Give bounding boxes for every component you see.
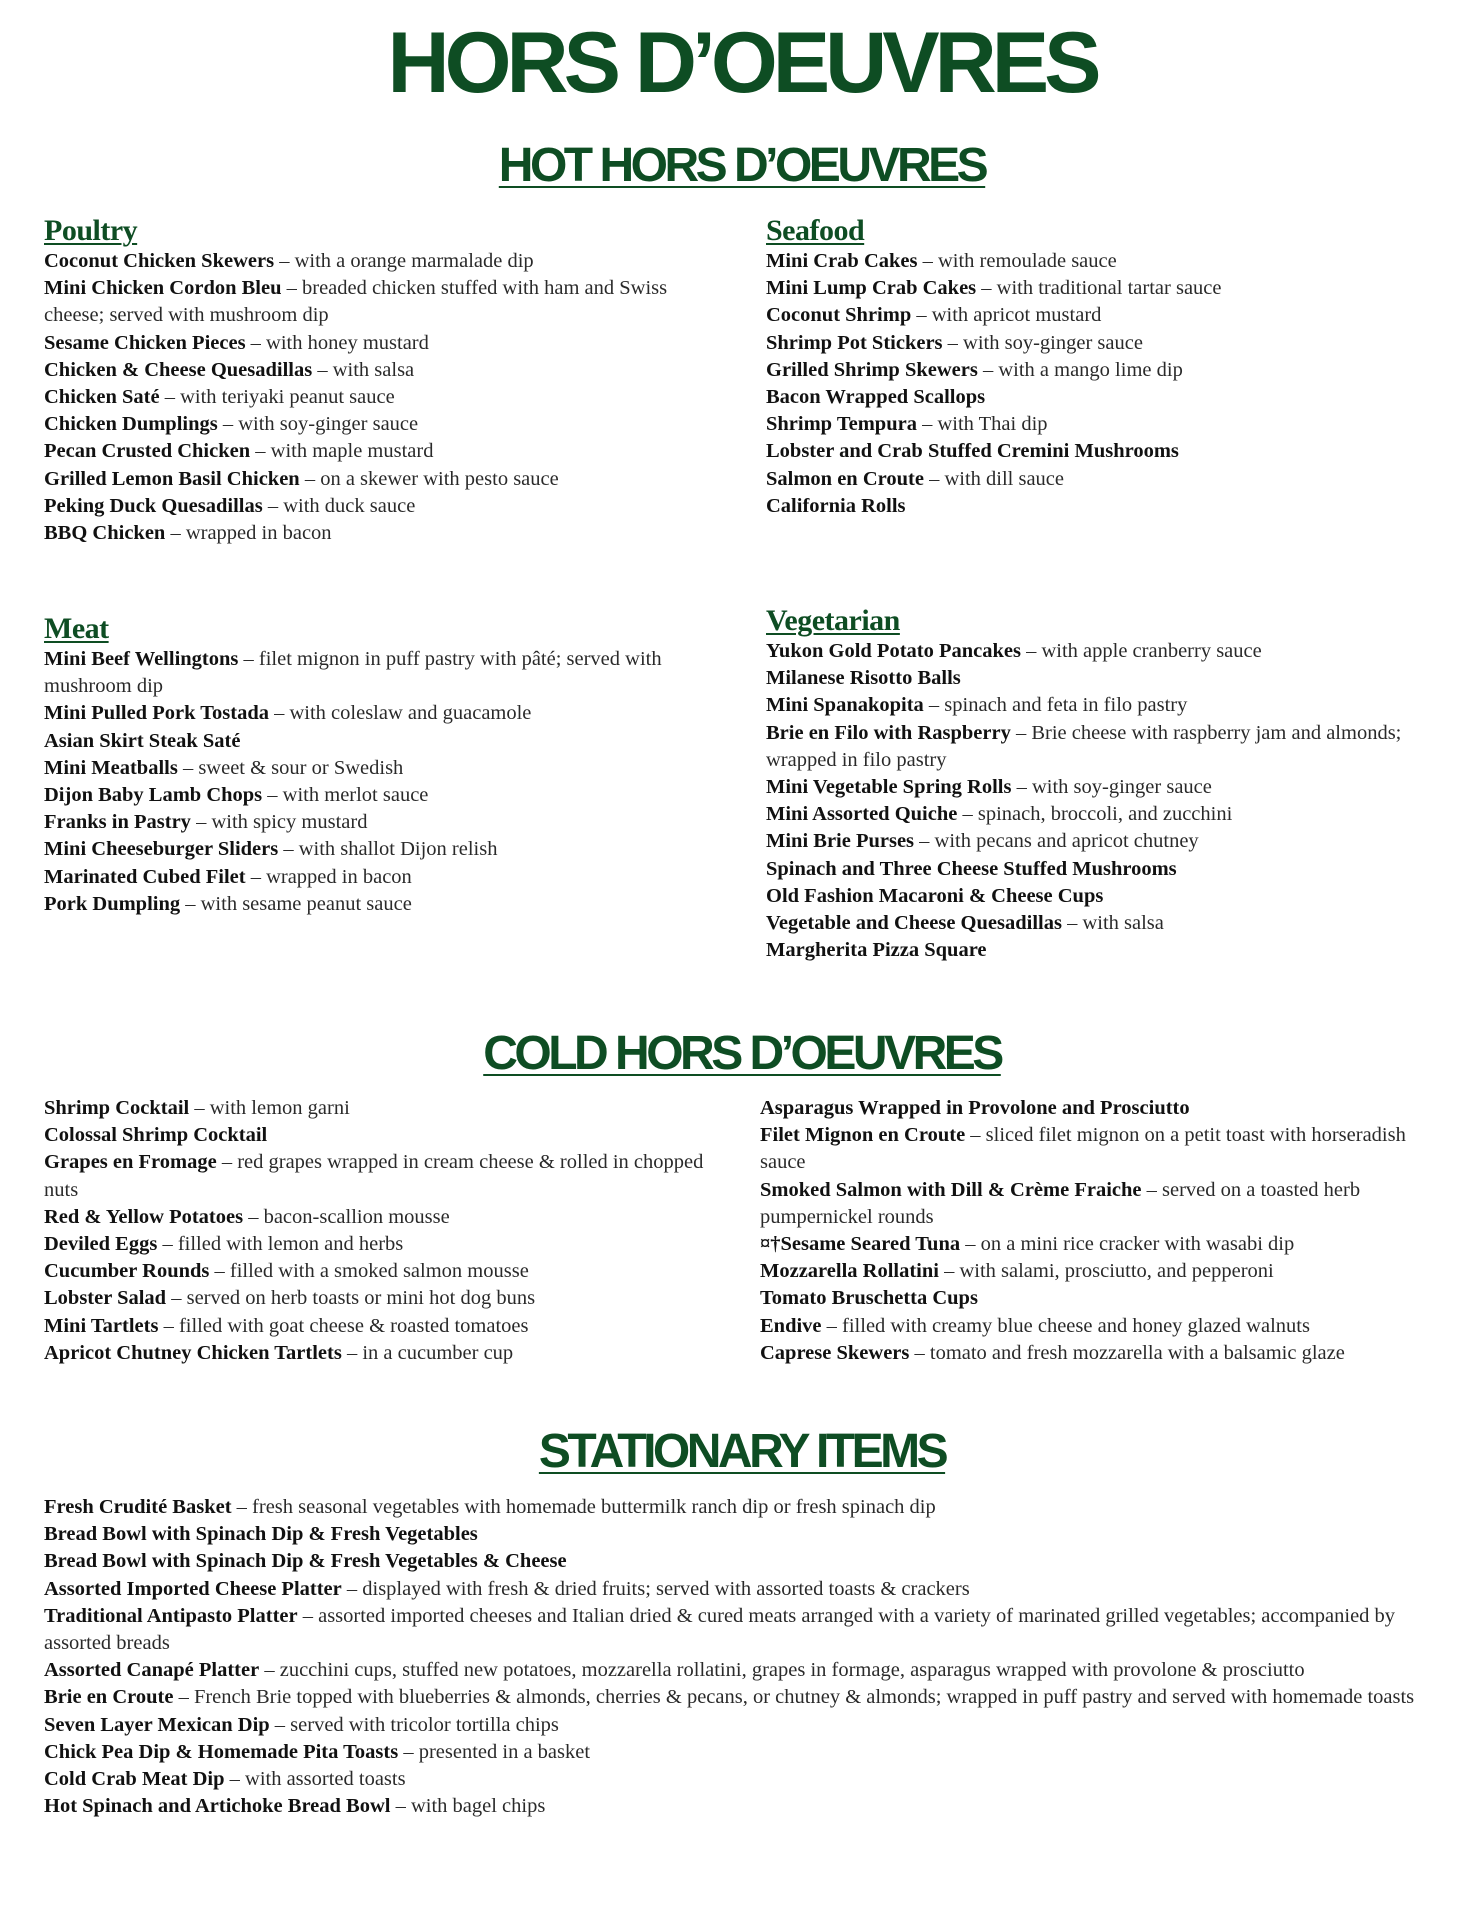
menu-item-name: BBQ Chicken [44, 522, 166, 545]
hot-section-title-text: HOT HORS D’OEUVRES [498, 139, 986, 192]
menu-item-name: Chicken Saté [44, 386, 160, 409]
menu-item-name: Pork Dumpling [44, 892, 181, 915]
menu-item-description: – with bagel chips [390, 1795, 546, 1818]
menu-item [766, 302, 1426, 329]
menu-item-name: Caprese Skewers [760, 1341, 910, 1364]
menu-item-description: – served with tricolor tortilla chips [269, 1713, 559, 1736]
menu-item-name: Mini Chicken Cordon Bleu [44, 277, 282, 300]
menu-item-description: – with pecans and apricot chutney [914, 830, 1199, 853]
menu-item [766, 357, 1426, 384]
menu-item [760, 1258, 1450, 1285]
menu-item-name: Mini Assorted Quiche [766, 803, 958, 826]
vegetarian-category [766, 604, 1426, 964]
menu-item [766, 638, 1426, 665]
menu-item-name: Mini Brie Purses [766, 830, 915, 853]
menu-item-description: – red grapes wrapped in cream cheese & rolled in chopped nuts [44, 1151, 704, 1201]
poultry-list [44, 248, 724, 547]
menu-item-name: Mini Cheeseburger Sliders [44, 838, 279, 861]
menu-item [766, 801, 1426, 828]
poultry-category [44, 214, 724, 547]
menu-item [44, 1657, 1444, 1684]
menu-item-name: Mini Beef Wellingtons [44, 648, 239, 670]
menu-item-description: – with apple cranberry sauce [1020, 640, 1262, 662]
menu-item-description: – with shallot Dijon relish [278, 838, 498, 861]
menu-item-name: Colossal Shrimp Cocktail [44, 1124, 268, 1147]
menu-item-description: – with dill sauce [923, 467, 1064, 490]
menu-item-name: Cucumber Rounds [44, 1260, 210, 1283]
menu-item-name: Filet Mignon en Croute [760, 1124, 966, 1147]
menu-item-name: Mozzarella Rollatini [760, 1260, 939, 1283]
menu-item-description: – with apricot mustard [911, 304, 1102, 327]
menu-item [766, 438, 1426, 465]
stationary-section-title-text: STATIONARY ITEMS [538, 1425, 946, 1478]
menu-item [766, 856, 1426, 883]
menu-item-description: – tomato and fresh mozzarella with a balsamic glaze [909, 1341, 1345, 1364]
seafood-heading-text: Seafood [766, 214, 865, 247]
menu-item-description: – with soy-ginger sauce [1011, 776, 1212, 799]
menu-item-name: Shrimp Tempura [766, 413, 917, 436]
menu-item-name: Spinach and Three Cheese Stuffed Mushrooms [766, 857, 1177, 880]
cold-right-column [760, 1095, 1450, 1367]
menu-item-name: Franks in Pastry [44, 811, 191, 834]
menu-item-name: California Rolls [766, 494, 906, 517]
menu-item [44, 809, 724, 836]
menu-item [44, 275, 724, 329]
menu-item-name: Shrimp Cocktail [44, 1097, 190, 1119]
menu-item-description: – with a mango lime dip [977, 358, 1183, 381]
menu-item-name: Pecan Crusted Chicken [44, 440, 251, 463]
hot-section-title [0, 139, 1484, 192]
menu-item-description: – on a skewer with pesto sauce [299, 467, 559, 490]
menu-item [44, 466, 724, 493]
menu-item [44, 1340, 734, 1367]
menu-item [766, 774, 1426, 801]
menu-item-description: – sweet & sour or Swedish [177, 756, 404, 779]
menu-item-name: Salmon en Croute [766, 467, 924, 490]
menu-item-description: – with honey mustard [245, 331, 429, 354]
menu-item-description: – wrapped in bacon [245, 865, 412, 888]
menu-item-name: Endive [760, 1314, 822, 1337]
stationary-list [44, 1494, 1444, 1820]
menu-item [760, 1095, 1450, 1122]
menu-item-name: Lobster and Crab Stuffed Cremini Mushrooms [766, 440, 1179, 463]
menu-item [44, 1122, 734, 1149]
menu-item-description: – filled with creamy blue cheese and honey glazed walnuts [821, 1314, 1310, 1337]
menu-item-name: Yukon Gold Potato Pancakes [766, 640, 1021, 662]
stationary-column [44, 1494, 1444, 1820]
menu-item-name: Chicken Dumplings [44, 413, 218, 436]
menu-item-description: – with a orange marmalade dip [274, 250, 534, 272]
menu-item [760, 1285, 1450, 1312]
menu-item-name: Peking Duck Quesadillas [44, 494, 263, 517]
menu-item [44, 384, 724, 411]
page-title: HORS D’OEUVRES [387, 15, 1097, 111]
meat-category [44, 612, 724, 918]
menu-item [766, 828, 1426, 855]
menu-item [766, 384, 1426, 411]
menu-item-description: – with teriyaki peanut sauce [159, 386, 395, 409]
menu-item-description: – with spicy mustard [190, 811, 368, 834]
menu-item-name: Mini Lump Crab Cakes [766, 277, 977, 300]
cold-section-title [0, 1027, 1484, 1080]
menu-item [766, 248, 1426, 275]
menu-item-description: – with salsa [1061, 912, 1164, 935]
menu-item [766, 493, 1426, 520]
poultry-heading-text: Poultry [44, 214, 138, 247]
menu-item [44, 520, 724, 547]
menu-item [766, 275, 1426, 302]
menu-item-description: – with assorted toasts [224, 1768, 406, 1791]
menu-item-name: Mini Meatballs [44, 756, 178, 779]
menu-item-name: Traditional Antipasto Platter [44, 1604, 298, 1627]
menu-item [44, 1313, 734, 1340]
menu-item [766, 937, 1426, 964]
poultry-heading [44, 214, 724, 248]
menu-item [44, 1095, 734, 1122]
menu-item-description: – with remoulade sauce [917, 250, 1117, 272]
menu-item [44, 646, 724, 700]
vegetarian-heading-text: Vegetarian [766, 604, 900, 637]
menu-item-name: Deviled Eggs [44, 1233, 158, 1256]
menu-item [44, 1149, 734, 1203]
cold-section-title-text: COLD HORS D’OEUVRES [483, 1027, 1001, 1080]
menu-item [44, 1576, 1444, 1603]
menu-item-name: Asparagus Wrapped in Provolone and Prosciutto [760, 1097, 1190, 1119]
menu-item [766, 466, 1426, 493]
menu-item-description: – with maple mustard [250, 440, 434, 463]
menu-item [44, 728, 724, 755]
menu-item [760, 1340, 1450, 1367]
menu-item-name: Sesame Chicken Pieces [44, 331, 246, 354]
menu-item-name: ¤†Sesame Seared Tuna [760, 1233, 961, 1256]
menu-item-description: – with lemon garni [189, 1097, 350, 1119]
menu-item-name: Tomato Bruschetta Cups [760, 1287, 978, 1310]
menu-item [44, 1684, 1444, 1711]
meat-heading [44, 612, 724, 646]
menu-item-name: Red & Yellow Potatoes [44, 1205, 244, 1228]
menu-item-name: Hot Spinach and Artichoke Bread Bowl [44, 1795, 391, 1818]
menu-item-name: Shrimp Pot Stickers [766, 331, 943, 354]
menu-item-description: – with soy-ginger sauce [942, 331, 1143, 354]
seafood-category [766, 214, 1426, 520]
vegetarian-list [766, 638, 1426, 964]
seafood-list [766, 248, 1426, 520]
menu-item [44, 1285, 734, 1312]
menu-item [44, 864, 724, 891]
menu-item-description: – with traditional tartar sauce [976, 277, 1222, 300]
menu-item-description: – served on a toasted herb pumpernickel rounds [760, 1178, 1361, 1228]
menu-item [44, 782, 724, 809]
menu-item-description: – with duck sauce [262, 494, 416, 517]
menu-item-name: Assorted Imported Cheese Platter [44, 1577, 342, 1600]
menu-item [44, 411, 724, 438]
meat-heading-text: Meat [44, 612, 109, 645]
cold-left-column [44, 1095, 734, 1367]
menu-item-description: – breaded chicken stuffed with ham and Swiss cheese; served with mushroom dip [44, 277, 668, 327]
menu-item-name: Cold Crab Meat Dip [44, 1768, 225, 1791]
menu-item [44, 357, 724, 384]
menu-item-description: – wrapped in bacon [165, 522, 332, 545]
menu-item [760, 1177, 1450, 1231]
menu-item-name: Milanese Risotto Balls [766, 667, 961, 690]
menu-item [44, 1712, 1444, 1739]
menu-item-description: – sliced filet mignon on a petit toast with horseradish sauce [760, 1124, 1406, 1174]
menu-item-name: Margherita Pizza Square [766, 939, 987, 962]
menu-item [44, 248, 724, 275]
menu-item-name: Vegetable and Cheese Quesadillas [766, 912, 1062, 935]
menu-item [44, 1766, 1444, 1793]
menu-item-description: – in a cucumber cup [341, 1341, 514, 1364]
menu-item-name: Brie en Croute [44, 1686, 174, 1709]
menu-item [44, 330, 724, 357]
menu-item-description: – bacon-scallion mousse [243, 1205, 450, 1228]
menu-item-name: Apricot Chutney Chicken Tartlets [44, 1341, 342, 1364]
menu-item-description: – French Brie topped with blueberries & almonds, cherries & pecans, or chutney & almonds; wrapped in puff pastry and served with homemade toasts [173, 1686, 1415, 1709]
cold-right-list [760, 1095, 1450, 1367]
menu-item-name: Marinated Cubed Filet [44, 865, 246, 888]
menu-item [766, 330, 1426, 357]
menu-item-name: Chicken & Cheese Quesadillas [44, 358, 313, 381]
menu-item [760, 1231, 1450, 1258]
menu-item [44, 1258, 734, 1285]
menu-item [44, 1521, 1444, 1548]
menu-item-description: – with coleslaw and guacamole [268, 702, 532, 725]
menu-item-description: – filled with goat cheese & roasted tomatoes [158, 1314, 529, 1337]
menu-item-description: – fresh seasonal vegetables with homemade buttermilk ranch dip or fresh spinach dip [231, 1496, 936, 1518]
menu-item-name: Mini Vegetable Spring Rolls [766, 776, 1012, 799]
menu-item [44, 755, 724, 782]
menu-item-name: Smoked Salmon with Dill & Crème Fraiche [760, 1178, 1142, 1201]
menu-item [766, 883, 1426, 910]
menu-item [44, 493, 724, 520]
menu-item-name: Bread Bowl with Spinach Dip & Fresh Vegetables & Cheese [44, 1550, 567, 1573]
menu-item-name: Mini Crab Cakes [766, 250, 918, 272]
menu-item-name: Fresh Crudité Basket [44, 1496, 232, 1518]
menu-item [44, 836, 724, 863]
menu-item-name: Mini Tartlets [44, 1314, 159, 1337]
cold-left-list [44, 1095, 734, 1367]
menu-item [766, 411, 1426, 438]
menu-item [44, 700, 724, 727]
menu-item-name: Seven Layer Mexican Dip [44, 1713, 270, 1736]
meat-list [44, 646, 724, 918]
vegetarian-heading [766, 604, 1426, 638]
menu-item [44, 1603, 1444, 1657]
menu-item-name: Assorted Canapé Platter [44, 1659, 260, 1682]
menu-item [766, 665, 1426, 692]
menu-item [766, 720, 1426, 774]
menu-item-description: – displayed with fresh & dried fruits; served with assorted toasts & crackers [341, 1577, 970, 1600]
menu-item-name: Brie en Filo with Raspberry [766, 721, 1011, 744]
menu-item [44, 1548, 1444, 1575]
menu-item-description: – filet mignon in puff pastry with pâté; served with mushroom dip [44, 648, 662, 698]
menu-item-name: Old Fashion Macaroni & Cheese Cups [766, 884, 1104, 907]
menu-item [766, 910, 1426, 937]
menu-item-name: Asian Skirt Steak Saté [44, 729, 241, 752]
menu-item-description: – with sesame peanut sauce [180, 892, 412, 915]
menu-item [766, 692, 1426, 719]
menu-item-description: – served on herb toasts or mini hot dog buns [166, 1287, 536, 1310]
menu-item-description: – with salami, prosciutto, and pepperoni [938, 1260, 1274, 1283]
menu-item-description: – filled with lemon and herbs [157, 1233, 404, 1256]
menu-item-name: Chick Pea Dip & Homemade Pita Toasts [44, 1740, 399, 1763]
menu-item-description: – spinach and feta in filo pastry [923, 694, 1188, 717]
menu-item-name: Dijon Baby Lamb Chops [44, 784, 263, 807]
menu-item-description: – with soy-ginger sauce [217, 413, 419, 436]
menu-item [44, 438, 724, 465]
menu-item [44, 1739, 1444, 1766]
menu-item-name: Mini Spanakopita [766, 694, 924, 717]
menu-item-description: – with Thai dip [916, 413, 1048, 436]
menu-item-name: Grilled Shrimp Skewers [766, 358, 978, 381]
menu-item-name: Grilled Lemon Basil Chicken [44, 467, 300, 490]
menu-item-name: Grapes en Fromage [44, 1151, 217, 1174]
menu-item [760, 1313, 1450, 1340]
menu-item [44, 891, 724, 918]
menu-item [44, 1231, 734, 1258]
menu-item-description: – filled with a smoked salmon mousse [209, 1260, 529, 1283]
menu-item [760, 1122, 1450, 1176]
menu-item-name: Lobster Salad [44, 1287, 167, 1310]
menu-item-description: – zucchini cups, stuffed new potatoes, mozzarella rollatini, grapes in formage, asparagus wrapped with provolone & prosciutto [259, 1659, 1305, 1682]
menu-item [44, 1793, 1444, 1820]
menu-item [44, 1204, 734, 1231]
menu-item-description: – spinach, broccoli, and zucchini [957, 803, 1233, 826]
menu-item-name: Bread Bowl with Spinach Dip & Fresh Vegetables [44, 1523, 478, 1546]
menu-item [44, 1494, 1444, 1521]
stationary-section-title [0, 1425, 1484, 1478]
seafood-heading [766, 214, 1426, 248]
menu-item-description: – with salsa [312, 358, 415, 381]
menu-item-description: – with merlot sauce [262, 784, 429, 807]
menu-item-name: Coconut Chicken Skewers [44, 250, 275, 272]
menu-item-name: Coconut Shrimp [766, 304, 912, 327]
menu-item-name: Mini Pulled Pork Tostada [44, 702, 269, 725]
menu-item-description: – presented in a basket [398, 1740, 591, 1763]
menu-item-description: – assorted imported cheeses and Italian dried & cured meats arranged with a variety of marinated grilled vegetables; accompanied by assorted breads [44, 1604, 1396, 1655]
menu-item-name: Bacon Wrapped Scallops [766, 386, 986, 409]
menu-item-description: – on a mini rice cracker with wasabi dip [960, 1233, 1295, 1256]
menu-item-description: – Brie cheese with raspberry jam and almonds; wrapped in filo pastry [766, 721, 1402, 771]
